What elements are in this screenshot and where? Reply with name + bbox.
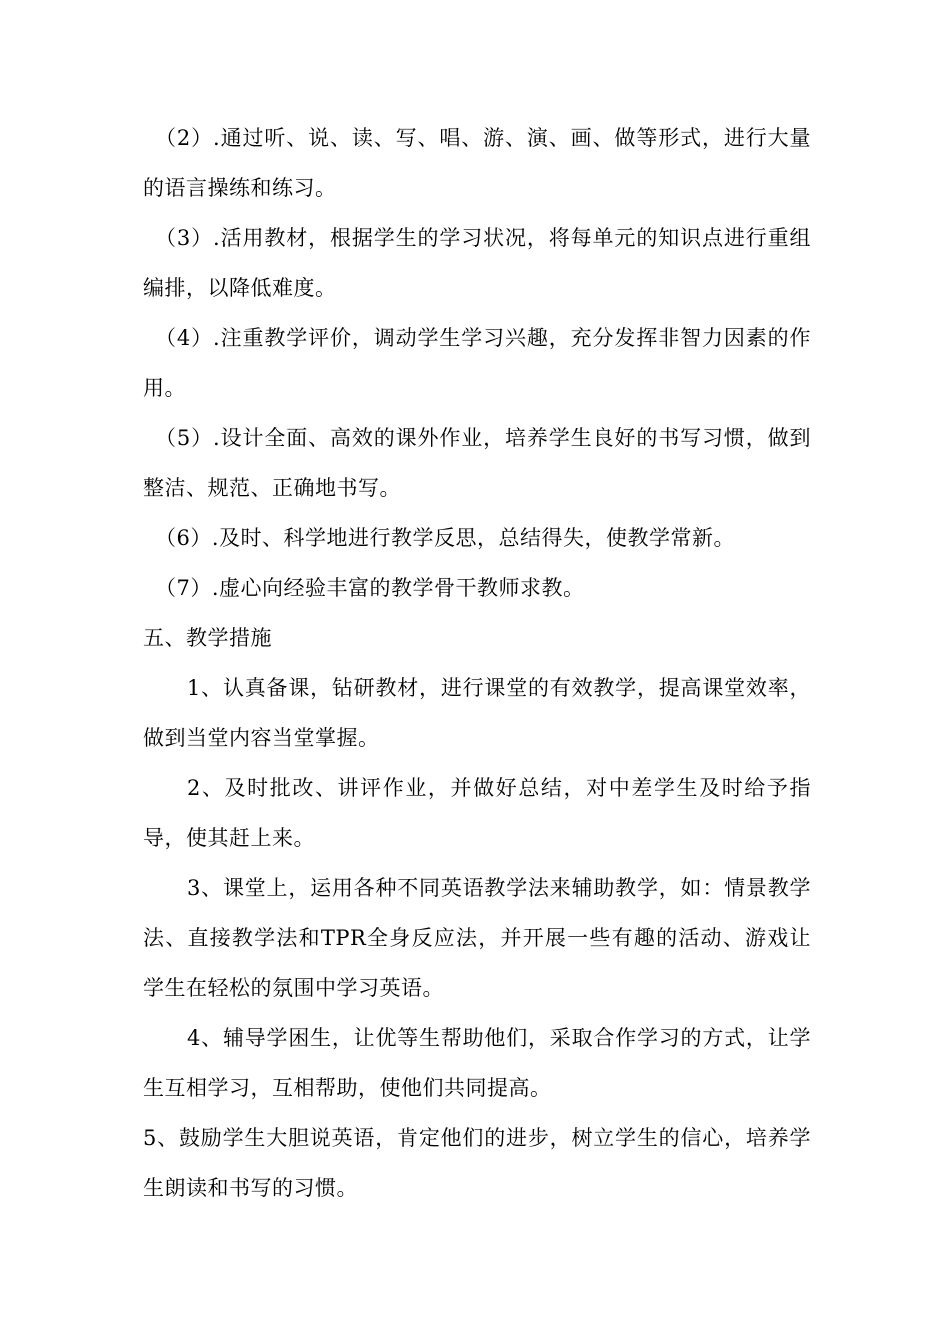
section-heading: 五、教学措施 [143, 626, 272, 650]
measure-item-2: 2、及时批改、讲评作业，并做好总结，对中差学生及时给予指导，使其赶上来。 [143, 776, 811, 850]
measure-item-5: 5、鼓励学生大胆说英语，肯定他们的进步，树立学生的信心，培养学生朗读和书写的习惯。 [143, 1126, 811, 1200]
measure-item-4: 4、辅导学困生，让优等生帮助他们，采取合作学习的方式，让学生互相学习，互相帮助，使他们共同提高。 [143, 1026, 811, 1100]
method-item-5: （5）.设计全面、高效的课外作业，培养学生良好的书写习惯，做到整洁、规范、正确地书写。 [143, 426, 811, 500]
document-body [143, 113, 811, 1213]
method-item-2: （2）.通过听、说、读、写、唱、游、演、画、做等形式，进行大量的语言操练和练习。 [143, 126, 811, 200]
measure-item-1: 1、认真备课，钻研教材，进行课堂的有效教学，提高课堂效率，做到当堂内容当堂掌握。 [143, 676, 811, 750]
method-item-4: （4）.注重教学评价，调动学生学习兴趣，充分发挥非智力因素的作用。 [143, 326, 811, 400]
method-item-6: （6）.及时、科学地进行教学反思，总结得失，使教学常新。 [155, 526, 736, 550]
method-item-3: （3）.活用教材，根据学生的学习状况，将每单元的知识点进行重组编排，以降低难度。 [143, 226, 811, 300]
measure-item-3: 3、课堂上，运用各种不同英语教学法来辅助教学，如：情景教学法、直接教学法和TPR全身反应法，并开展一些有趣的活动、游戏让学生在轻松的氛围中学习英语。 [143, 876, 811, 1000]
method-item-7: （7）.虚心向经验丰富的教学骨干教师求教。 [155, 576, 585, 600]
